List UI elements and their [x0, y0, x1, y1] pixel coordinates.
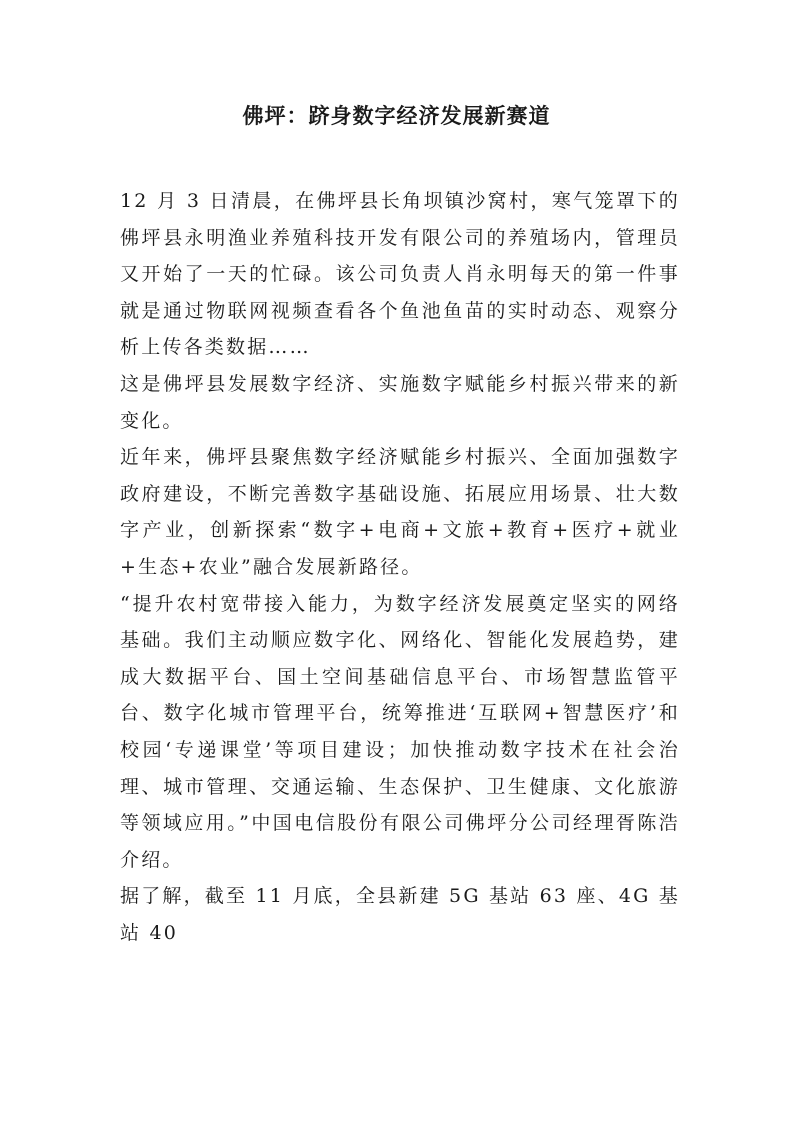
- paragraph: “提升农村宽带接入能力，为数字经济发展奠定坚实的网络基础。我们主动顺应数字化、网络化、智能化发展趋势，建成大数据平台、国土空间基础信息平台、市场智慧监管平台、数字化城市管理平台，统筹推进‘互联网+智慧医疗’和校园‘专递课堂’等项目建设；加快推动数字技术在社会治理、城市管理、交通运输、生态保护、卫生健康、文化旅游等领域应用。”中国电信股份有限公司佛坪分公司经理胥陈浩介绍。: [120, 592, 680, 871]
- document-body: [120, 183, 680, 951]
- paragraph: 近年来，佛坪县聚焦数字经济赋能乡村振兴、全面加强数字政府建设，不断完善数字基础设施、拓展应用场景、壮大数字产业，创新探索“数字+电商+文旅+教育+医疗+就业+生态+农业”融合发展新路径。: [120, 446, 680, 578]
- paragraph: 据了解，截至 11 月底，全县新建 5G 基站 63 座、4G 基站 40: [120, 885, 680, 944]
- paragraph: 12 月 3 日清晨，在佛坪县长角坝镇沙窝村，寒气笼罩下的佛坪县永明渔业养殖科技开发有限公司的养殖场内，管理员又开始了一天的忙碌。该公司负责人肖永明每天的第一件事就是通过物联网视频查看各个鱼池鱼苗的实时动态、观察分析上传各类数据……: [120, 190, 680, 359]
- document-title: 佛坪：跻身数字经济发展新赛道: [242, 103, 551, 128]
- paragraph: 这是佛坪县发展数字经济、实施数字赋能乡村振兴带来的新变化。: [120, 372, 680, 432]
